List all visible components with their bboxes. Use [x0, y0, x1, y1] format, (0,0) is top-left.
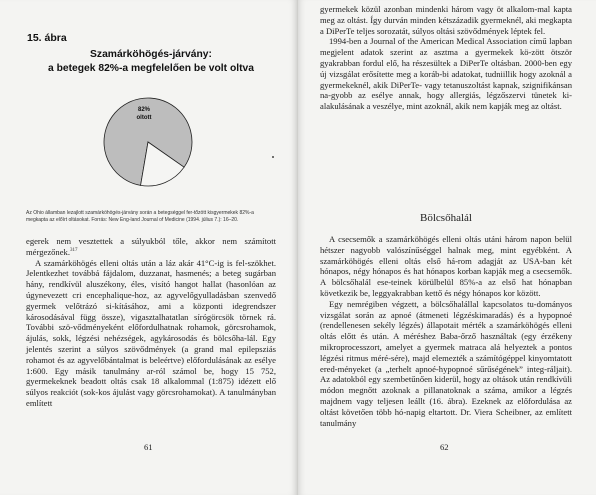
right-body-text-top [320, 4, 572, 112]
page-number-right: 62 [440, 442, 449, 452]
right-paragraph-3: A csecsemők a szamárköhögés elleni oltás utáni három napon belül hétszer nagyobb valószínűséggel halnak meg, mint egyébként. A szamárköhögés elleni oltás első há-rom adagját az USA-ban két hónapos, négy hónapos és hat hónapos korban kapják meg a csecsemők. A bölcsőhalál ese-teinek körülbelül 85%-a az első hat hónapban következik be, leggyakrabban kettő és négy hónapos kor között. [320, 234, 572, 298]
left-paragraph-1: egerek nem vesztettek a súlyukból tőle, akkor nem számított mérgezőnek.$^{317}$ [26, 236, 276, 257]
section-heading: Bölcsőhalál [420, 212, 472, 224]
figure-title-line2: a betegek 82%-a megfelelően be volt oltva [47, 63, 254, 74]
figure-title [26, 48, 276, 76]
left-body-text [26, 236, 276, 409]
pie-slice-label [128, 106, 160, 122]
page-number-left: 61 [144, 442, 153, 452]
stray-mark [272, 156, 274, 158]
figure-number: 15. ábra [27, 32, 67, 44]
left-paragraph-2: A szamárköhögés elleni oltás után a láz akár 41°C-ig is fel-szökhet. Jelentkezhet továbbá fájdalom, duzzanat, hasmenés; a beteg sugárban hány, rendkívül aluszékony, éles, visító hangot hallat (hasonlóan az úgynevezett cri encephalique-hoz, az agyvelőgyulladásban szenvedő gyermek velőtrázó si-kításához, ami a központi idegrendszer károsodásával függ össze), vigasztalhatatlan sírógörcsök törnek rá. További szö-vődményeként előfordulhatnak rohamok, görcsrohamok, ájulás, sokk, légzési nehézségek, agykárosodás és bölcsőha-lál. Egy jelentés szerint a súlyos szövődmények (a grand mal epilepsziás rohamot és az agyvelőbántalmat is beleértve) előfordulásának az esélye 1:600. Egy másik tanulmány ar-ról számol be, hogy 15 752, gyermekeknek beadott oltás csak 18 alkalommal (1:875) idézett elő súlyos reakciót (sok-kos ájulást vagy görcsrohamokat). A tanulmányban említett [26, 257, 276, 408]
pie-label-word: oltott [136, 115, 152, 121]
pie-svg [90, 86, 210, 206]
figure-title-line1: Szamárköhögés-járvány: [90, 49, 212, 60]
pie-label-pct: 82% [137, 107, 150, 113]
right-paragraph-2: 1994-ben a Journal of the American Medical Association című lapban megjelent adatok szerint az asztma a gyermekek kö-zött ötször gyakrabban fordul elő, ha részesültek a DiPerTe oltásban. 2000-ben egy új vizsgálat erősítette meg a koráb-bi adatokat, tudniillik hogy azoknál a gyermekeknél, akik DiPerTe- vagy tetanuszoltást kapnak, szignifikánsan na-gyobb az esélye annak, hogy allergiás, légzőszervi tünetek ki-alakulásának a veszélye, mint azoknál, akik nem kapják meg az oltást. [320, 36, 572, 112]
right-page [298, 0, 596, 495]
pie-chart [90, 86, 210, 206]
right-paragraph-4: Egy nemrégiben végzett, a bölcsőhalállal kapcsolatos tu-dományos vizsgálat során az apnoé (átmeneti légzéskimaradás) és a hypopnoé (rendellenesen sekély légzés) állapotait mérték a szamárköhögés elleni oltás előtt és után. A méréshez Baba-őrző használtak (egy érzékeny mikroprocesszort, amelyet a gyermek matraca alá helyeztek a pontos légzési ritmus méré-sére), majd elemezték a számítógéppel kinyomtatott ered-ményeket (a „terhelt apnoé-hypopnoé sűrűségének” integ-ráljait). Az adatokból egy szembetűnően kiderül, hogy az oltások után rendkívüli módon megnőtt azoknak a pillanatoknak a száma, amikor a légzés majdnem vagy teljesen leállt (16. ábra). Ezeknek az előfordulása az oltást követően több hó-napig eltartott. Dr. Viera Scheibner, az említett tanulmány [320, 298, 572, 428]
right-body-text-bottom [320, 234, 572, 428]
right-paragraph-1: gyermekek közül azonban mindenki három vagy öt alkalom-mal kapta meg az oltást. Így durván minden kétszázadik gyermeknél, aki megkapta a DiPerTe teljes sorozatát, súlyos oltási szövődmények léptek fel. [320, 4, 572, 36]
ref-317: 317 [69, 247, 78, 253]
figure-caption: Az Ohio államban lezajlott szamárköhögés-járvány során a betegséggel fer-tőzött kisgyermekek 82%-a megkapta az előírt oltásokat. Forrás: New Eng-land Journal of Medicine (1994. július 7.): 16–20. [26, 210, 254, 224]
